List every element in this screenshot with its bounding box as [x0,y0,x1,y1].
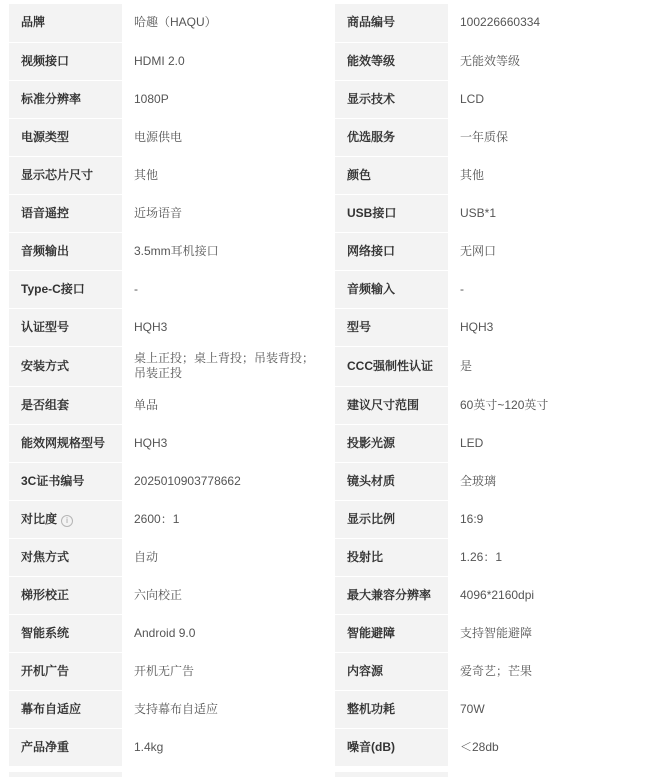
spec-label [335,4,448,42]
next-row-peek [9,772,661,777]
spec-value: 桌上正投；桌上背投；吊装背投；吊装正投 [122,346,335,386]
spec-label [335,462,448,500]
spec-value: ＜28db [448,728,661,766]
spec-label [9,500,122,538]
spec-label-text: 网络接口 [347,243,396,258]
spec-value: 支持智能避障 [448,614,661,652]
spec-value: 100226660334 [448,4,661,42]
spec-label-text: 对比度 [21,511,58,526]
spec-label [335,614,448,652]
spec-label [9,42,122,80]
spec-value: 3.5mm耳机接口 [122,232,335,270]
spec-label [9,614,122,652]
spec-value: 支持幕布自适应 [122,690,335,728]
spec-label [9,118,122,156]
spec-label [9,4,122,42]
spec-row [9,652,661,690]
spec-label [9,652,122,690]
info-circle-icon[interactable]: i [61,515,73,527]
spec-row [9,80,661,118]
spec-value: 1.26：1 [448,538,661,576]
spec-label-text: 商品编号 [347,15,396,30]
spec-row [9,346,661,386]
spec-value: HDMI 2.0 [122,42,335,80]
spec-label [9,690,122,728]
spec-value: 2025010903778662 [122,462,335,500]
spec-label-text: 投射比 [347,549,384,564]
spec-value: USB*1 [448,194,661,232]
spec-label-text: 梯形校正 [21,587,70,602]
spec-label-text: CCC强制性认证 [347,358,433,373]
spec-value: 2600：1 [122,500,335,538]
spec-row [9,728,661,766]
spec-value: 其他 [122,156,335,194]
spec-label-text: 视频接口 [21,53,70,68]
spec-row [9,156,661,194]
spec-label-text: 产品净重 [21,739,70,754]
spec-label-text: 是否组套 [21,397,70,412]
spec-label [335,80,448,118]
spec-value: HQH3 [122,308,335,346]
spec-label [9,462,122,500]
spec-value: - [448,270,661,308]
spec-label-text: 对焦方式 [21,549,70,564]
spec-label-text: 品牌 [21,15,46,30]
spec-label [335,690,448,728]
spec-row [9,194,661,232]
spec-label-text: 噪音(dB) [347,739,395,754]
spec-label-text: 显示比例 [347,511,396,526]
spec-label [335,386,448,424]
spec-label-text: 颜色 [347,167,372,182]
spec-label-text: 音频输入 [347,281,396,296]
spec-label-text: 语音遥控 [21,205,70,220]
spec-row [9,614,661,652]
spec-label [335,308,448,346]
spec-value: 六向校正 [122,576,335,614]
spec-label-text: Type-C接口 [21,281,85,296]
spec-label [9,80,122,118]
spec-label-text: 标准分辨率 [21,91,82,106]
spec-label-text: 3C证书编号 [21,473,85,488]
spec-value: 自动 [122,538,335,576]
spec-label [335,194,448,232]
spec-value: 全玻璃 [448,462,661,500]
spec-label [9,576,122,614]
spec-label [9,728,122,766]
spec-value: Android 9.0 [122,614,335,652]
spec-label-text: 能效等级 [347,53,396,68]
spec-value: 1080P [122,80,335,118]
spec-row [9,424,661,462]
spec-value: 哈趣（HAQU） [122,4,335,42]
spec-label-text: 安装方式 [21,358,70,373]
spec-label-text: 显示芯片尺寸 [21,167,94,182]
spec-value: LCD [448,80,661,118]
spec-label [335,156,448,194]
spec-row [9,462,661,500]
spec-row [9,232,661,270]
spec-label [335,232,448,270]
spec-label [9,156,122,194]
spec-label-text: 能效网规格型号 [21,435,106,450]
spec-table [9,4,661,767]
spec-value: 电源供电 [122,118,335,156]
spec-label-text: 最大兼容分辨率 [347,587,432,602]
spec-label [335,576,448,614]
spec-label-text: 镜头材质 [347,473,396,488]
spec-value: 单品 [122,386,335,424]
spec-value: 近场语音 [122,194,335,232]
spec-value: 无网口 [448,232,661,270]
spec-row [9,118,661,156]
spec-label-text: 智能系统 [21,625,70,640]
spec-value: LED [448,424,661,462]
spec-label [9,194,122,232]
spec-row [9,576,661,614]
spec-row [9,538,661,576]
spec-value: 16:9 [448,500,661,538]
spec-label [9,386,122,424]
spec-value: 一年质保 [448,118,661,156]
spec-row [9,386,661,424]
spec-value: 70W [448,690,661,728]
spec-label [335,270,448,308]
spec-label [9,308,122,346]
spec-value: 无能效等级 [448,42,661,80]
spec-value: 60英寸~120英寸 [448,386,661,424]
spec-row [9,4,661,42]
spec-label-text: USB接口 [347,205,397,220]
spec-value: 是 [448,346,661,386]
spec-value: HQH3 [122,424,335,462]
spec-label-text: 型号 [347,319,372,334]
spec-label [335,118,448,156]
spec-row [9,270,661,308]
spec-value: 1.4kg [122,728,335,766]
spec-value: 爱奇艺；芒果 [448,652,661,690]
spec-row [9,690,661,728]
spec-label [9,346,122,386]
spec-row [9,308,661,346]
spec-label [335,346,448,386]
spec-value: HQH3 [448,308,661,346]
spec-label-text: 内容源 [347,663,384,678]
spec-label [9,538,122,576]
spec-label-text: 优选服务 [347,129,396,144]
spec-label [335,42,448,80]
spec-label [9,232,122,270]
spec-table-body [9,4,661,766]
spec-value: 其他 [448,156,661,194]
spec-label-text: 整机功耗 [347,701,396,716]
spec-label-text: 开机广告 [21,663,70,678]
spec-label-text: 幕布自适应 [21,701,82,716]
spec-value: - [122,270,335,308]
spec-label [335,728,448,766]
spec-label [335,500,448,538]
spec-label-text: 电源类型 [21,129,70,144]
spec-label [9,424,122,462]
spec-label-text: 智能避障 [347,625,396,640]
spec-label [335,652,448,690]
spec-label-text: 音频输出 [21,243,70,258]
spec-value: 4096*2160dpi [448,576,661,614]
spec-row [9,42,661,80]
spec-label [335,538,448,576]
spec-label [335,424,448,462]
spec-label-text: 建议尺寸范围 [347,397,420,412]
spec-value: 开机无广告 [122,652,335,690]
spec-label-text: 投影光源 [347,435,396,450]
spec-label-text: 显示技术 [347,91,396,106]
spec-label [9,270,122,308]
spec-label-text: 认证型号 [21,319,70,334]
spec-row [9,500,661,538]
